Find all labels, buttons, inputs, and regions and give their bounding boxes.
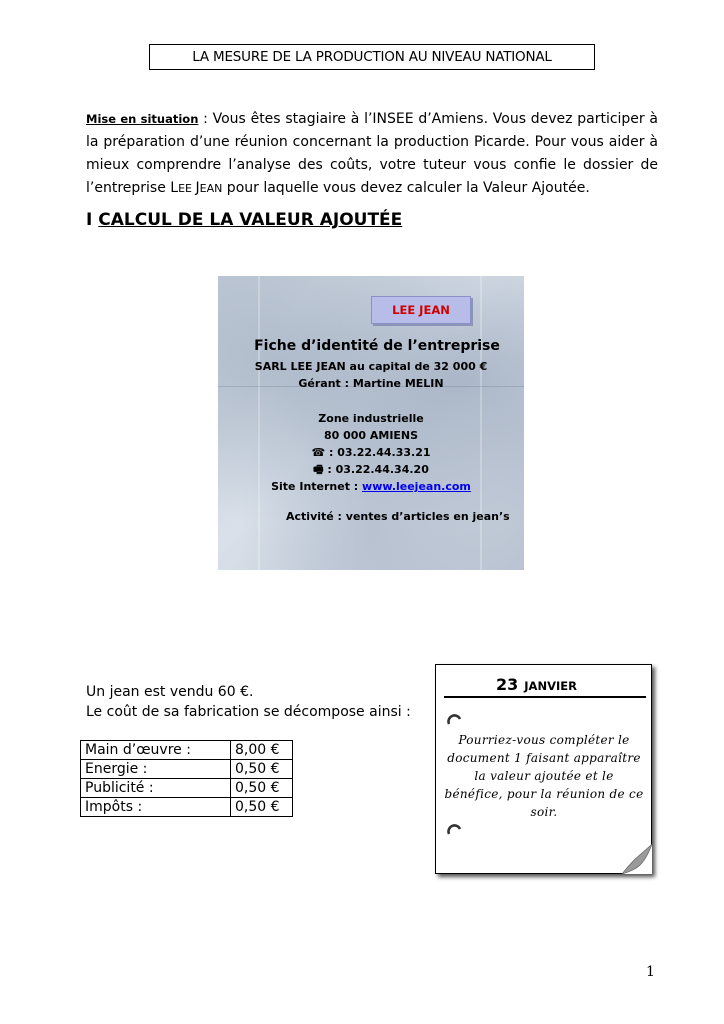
phone-icon: ☎: [311, 446, 326, 459]
binder-ring-icon: [446, 823, 462, 839]
table-row: Publicité : 0,50 €: [81, 779, 293, 798]
section-heading: [86, 210, 402, 230]
website-link[interactable]: www.leejean.com: [362, 480, 471, 493]
card-fax: 🖷 : 03.22.44.34.20: [313, 463, 429, 476]
binder-ring-icon: [446, 713, 462, 729]
cost-table: [80, 740, 293, 817]
calendar-note: [435, 664, 652, 874]
company-badge: LEE JEAN: [371, 296, 471, 324]
intro-label: Mise en situation: [86, 112, 199, 126]
company-J: J: [195, 180, 200, 196]
intro-paragraph: [86, 108, 658, 200]
card-details: [218, 334, 524, 495]
intro-text-2: pour laquelle vous devez calculer la Valeur Ajoutée.: [222, 180, 590, 196]
company-L: L: [170, 180, 179, 196]
intro-sep: :: [198, 111, 213, 127]
section-title: CALCUL DE LA VALEUR AJOUTÉE: [98, 210, 403, 230]
note-message: Pourriez-vous compléter le document 1 faisant apparaître la valeur ajoutée et le bénéfice, pour la réunion de ce soir.: [444, 733, 644, 819]
table-row: Main d’œuvre : 8,00 €: [81, 741, 293, 760]
page-curl-icon: [622, 844, 652, 874]
card-capital: SARL LEE JEAN au capital de 32 000 €: [254, 360, 488, 373]
price-text: Un jean est vendu 60 €.: [86, 684, 254, 700]
table-row: Energie : 0,50 €: [81, 760, 293, 779]
note-day: 23: [496, 675, 519, 694]
breakdown-text: Le coût de sa fabrication se décompose ainsi :: [86, 704, 411, 720]
card-city: 80 000 AMIENS: [323, 429, 419, 442]
card-title: Fiche d’identité de l’entreprise: [254, 338, 500, 354]
note-date: [496, 675, 577, 694]
section-number: I: [86, 210, 99, 230]
company-id-card: [218, 276, 524, 570]
company-ee: EE: [178, 182, 196, 195]
card-phone: ☎ : 03.22.44.33.21: [311, 446, 431, 459]
card-site: Site Internet : www.leejean.com: [271, 480, 471, 493]
intro-text-1: Vous êtes stagiaire à l’INSEE d’Amiens. Vous devez participer à la préparation d’une réunion concernant la production Picarde. Pour vous aider à mieux comprendre l’analyse des coûts, votre tuteur vous confie le dossier de l’entreprise: [86, 111, 658, 196]
card-zone: Zone industrielle: [318, 412, 424, 425]
card-activity: Activité : ventes d’articles en jean’s: [286, 510, 510, 523]
note-month: JANVIER: [524, 679, 577, 693]
fax-icon: 🖷: [313, 463, 324, 476]
page-number: 1: [646, 964, 655, 980]
table-row: Impôts : 0,50 €: [81, 798, 293, 817]
company-ean: EAN: [199, 182, 223, 195]
page-header-title: LA MESURE DE LA PRODUCTION AU NIVEAU NATIONAL: [149, 44, 595, 70]
note-divider: [444, 696, 646, 699]
card-manager: Gérant : Martine MELIN: [298, 377, 444, 390]
